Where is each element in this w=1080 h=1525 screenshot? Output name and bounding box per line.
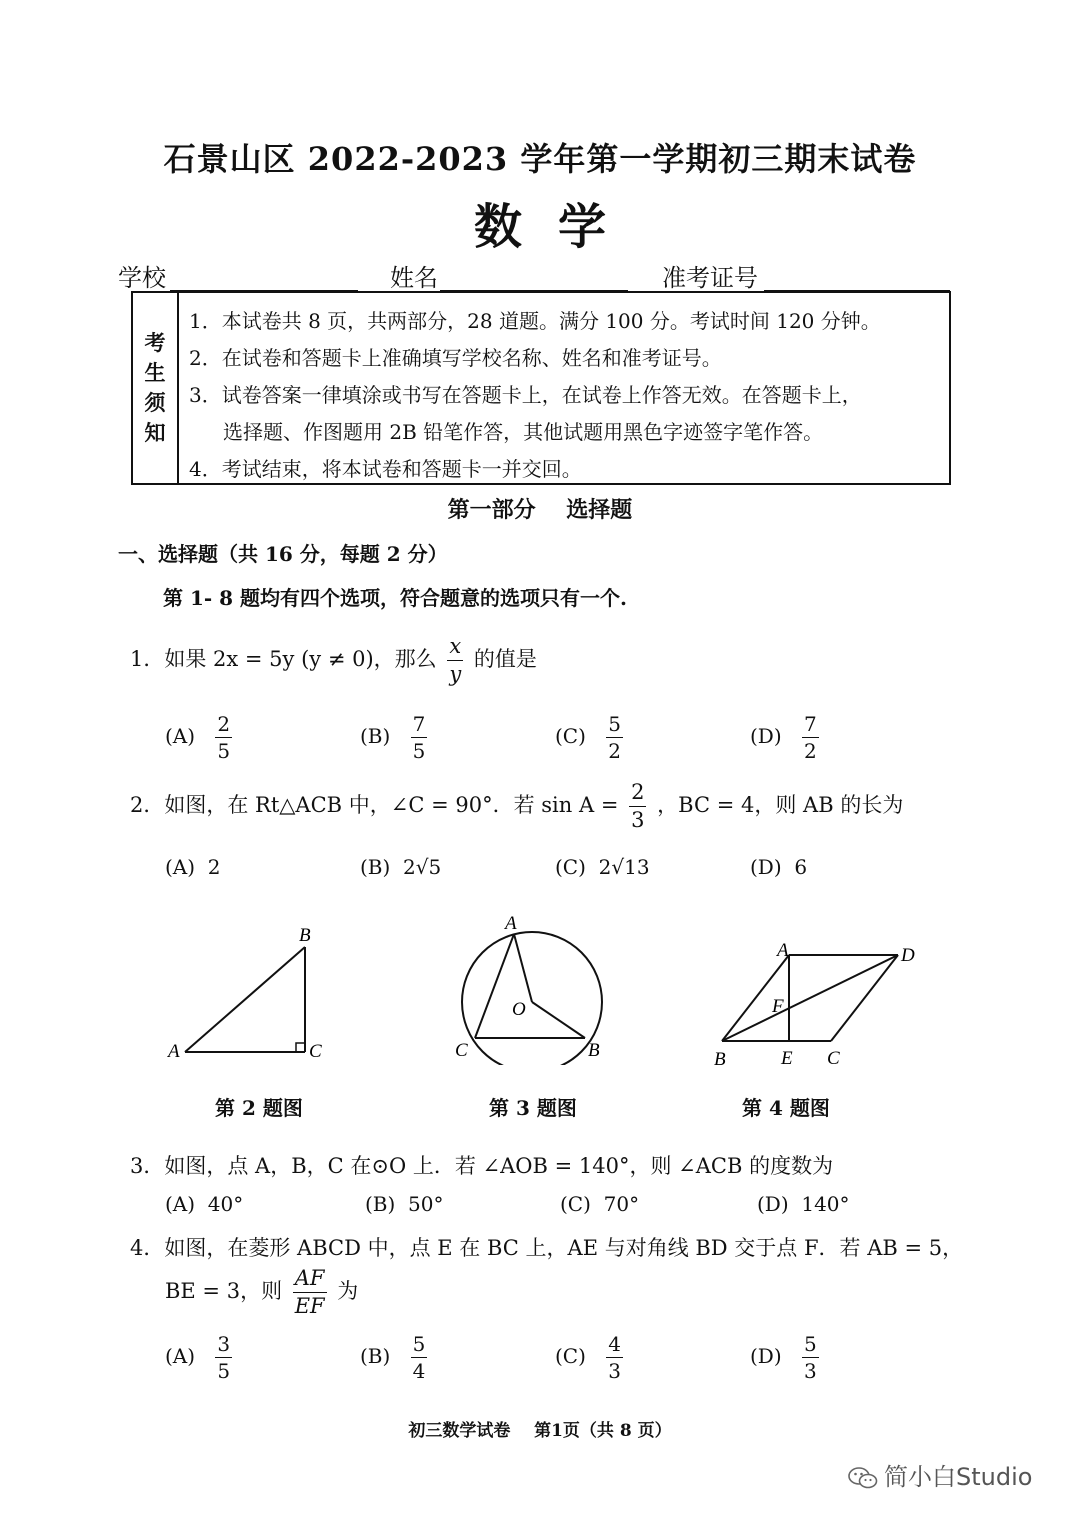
- segment-oa: [514, 934, 532, 1002]
- side-ab: [185, 947, 305, 1052]
- fraction-denominator: EF: [294, 1294, 325, 1318]
- exam-id-label: 准考证号: [662, 264, 758, 292]
- section-instruction: 第 1- 8 题均有四个选项，符合题意的选项只有一个.: [163, 586, 627, 610]
- part-title: 第一部分 选择题: [447, 497, 633, 523]
- q3-option-d[interactable]: [757, 1192, 850, 1216]
- fraction-numerator: 2: [217, 712, 231, 736]
- q2-option-c[interactable]: [555, 855, 650, 879]
- vertex-label-b: B: [714, 1049, 726, 1070]
- q1-option-b[interactable]: [360, 714, 431, 761]
- notice-heading-char: 考: [144, 330, 166, 355]
- option-label: (C): [555, 855, 586, 879]
- subject-title: 数学: [473, 199, 642, 255]
- figure-4-rhombus: [705, 935, 930, 1075]
- right-angle-mark: [296, 1043, 305, 1052]
- fraction-numerator: 5: [804, 1332, 817, 1356]
- option-label: (D): [750, 1344, 782, 1368]
- notice-item: 3．试卷答案一律填涂或书写在答题卡上，在试卷上作答无效。在答题卡上，: [189, 383, 862, 407]
- q4-option-d[interactable]: [750, 1334, 823, 1381]
- fraction-denominator: 3: [608, 1359, 622, 1383]
- fraction-numerator: 5: [412, 1332, 426, 1356]
- fraction-denominator: 5: [412, 739, 426, 763]
- q3-option-b[interactable]: [365, 1192, 443, 1216]
- question-2-text: 2．如图，在 Rt△ACB 中，∠C = 90°．若 sin A =: [130, 793, 619, 817]
- notice-item: 4．考试结束，将本试卷和答题卡一并交回。: [189, 457, 582, 481]
- option-label: (B): [360, 724, 391, 748]
- fraction-numerator: 2: [629, 782, 646, 807]
- q2-option-d[interactable]: [750, 855, 807, 879]
- option-value: 140°: [801, 1192, 850, 1216]
- question-4-stem-line1: 4．如图，在菱形 ABCD 中，点 E 在 BC 上，AE 与对角线 BD 交于点 F．若 AB = 5，: [130, 1236, 964, 1260]
- vertex-label-c: C: [309, 1041, 322, 1062]
- option-label: (C): [560, 1192, 591, 1216]
- option-value: 40°: [207, 1192, 244, 1216]
- fraction-denominator: 5: [217, 1359, 231, 1383]
- center-label-o: O: [512, 999, 526, 1020]
- fraction-denominator: 2: [608, 739, 622, 763]
- q4-option-c[interactable]: [555, 1334, 627, 1381]
- exam-notice-box: [131, 291, 951, 485]
- notice-items: [189, 303, 881, 488]
- diagonal-bd: [722, 955, 898, 1041]
- notice-item: 1．本试卷共 8 页，共两部分，28 道题。满分 100 分。考试时间 120 分钟。: [189, 309, 881, 333]
- fraction-denominator: 3: [804, 1359, 817, 1383]
- vertex-label-a: A: [168, 1041, 180, 1062]
- vertex-label-c: C: [455, 1040, 468, 1061]
- option-label: (A): [165, 855, 196, 879]
- option-value: 6: [794, 855, 808, 879]
- notice-item: 选择题、作图题用 2B 铅笔作答，其他试题用黑色字迹签字笔作答。: [223, 420, 824, 444]
- section-heading: 一、选择题（共 16 分，每题 2 分）: [118, 542, 448, 566]
- option-value: 2√13: [598, 855, 650, 879]
- notice-heading-char: 生: [144, 360, 166, 385]
- question-2-text-end: ，BC = 4，则 AB 的长为: [657, 793, 904, 817]
- student-info-fields: [118, 258, 950, 294]
- point-label-e: E: [781, 1048, 793, 1069]
- option-label: (D): [750, 724, 782, 748]
- fraction-numerator: 7: [412, 712, 426, 736]
- fraction-numerator: x: [447, 636, 463, 661]
- notice-item: 2．在试卷和答题卡上准确填写学校名称、姓名和准考证号。: [189, 346, 722, 370]
- fraction-numerator: AF: [293, 1268, 327, 1293]
- option-label: (C): [555, 724, 586, 748]
- option-label: (C): [555, 1344, 586, 1368]
- question-4-stem-line2: [165, 1268, 358, 1317]
- q4-option-b[interactable]: [360, 1334, 431, 1381]
- option-label: (A): [165, 724, 196, 748]
- vertex-label-d: D: [901, 945, 915, 966]
- question-4-text-end: 为: [337, 1279, 359, 1303]
- notice-heading: [133, 293, 179, 483]
- point-label-f: F: [772, 996, 784, 1017]
- q2-option-a[interactable]: [165, 855, 221, 879]
- q3-option-a[interactable]: [165, 1192, 243, 1216]
- segment-ac: [475, 934, 514, 1038]
- q4-option-a[interactable]: [165, 1334, 236, 1381]
- vertex-label-b: B: [299, 925, 311, 946]
- option-value: 50°: [408, 1192, 444, 1216]
- exam-title: 石景山区 2022-2023 学年第一学期初三期末试卷: [163, 140, 917, 178]
- figure-3-circle: [445, 905, 620, 1065]
- option-value: 2√5: [403, 855, 442, 879]
- fraction-numerator: 3: [217, 1332, 231, 1356]
- watermark-text: 简小白Studio: [884, 1463, 1033, 1491]
- wechat-icon: [848, 1466, 878, 1490]
- vertex-label-a: A: [777, 940, 789, 961]
- question-4-fraction: [293, 1268, 327, 1317]
- fraction-denominator: 4: [412, 1359, 426, 1383]
- vertex-label-b: B: [588, 1040, 600, 1061]
- question-2-stem: [130, 782, 903, 831]
- option-value: 70°: [603, 1192, 640, 1216]
- fraction-numerator: 4: [608, 1332, 622, 1356]
- fraction-denominator: y: [449, 662, 462, 686]
- option-label: (A): [165, 1344, 196, 1368]
- segment-ob: [532, 1002, 585, 1038]
- question-3-stem: 3．如图，点 A，B，C 在⊙O 上．若 ∠AOB = 140°，则 ∠ACB 的度数为: [130, 1154, 834, 1178]
- q1-option-d[interactable]: [750, 714, 823, 761]
- notice-heading-char: 须: [144, 390, 166, 415]
- option-label: (D): [750, 855, 782, 879]
- fraction-denominator: 5: [217, 739, 231, 763]
- figure-2-caption: 第 2 题图: [215, 1096, 303, 1120]
- page-footer: 初三数学试卷 第1页（共 8 页）: [408, 1421, 672, 1441]
- question-2-fraction: [629, 782, 646, 831]
- q3-option-c[interactable]: [560, 1192, 639, 1216]
- option-label: (B): [360, 1344, 391, 1368]
- notice-heading-char: 知: [144, 420, 166, 445]
- fraction-numerator: 7: [804, 712, 817, 736]
- question-4-text: BE = 3，则: [165, 1279, 283, 1303]
- vertex-label-a: A: [505, 913, 517, 934]
- question-1-text: 1．如果 2x = 5y (y ≠ 0)，那么: [130, 647, 437, 671]
- q2-option-b[interactable]: [360, 855, 441, 879]
- figure-3-caption: 第 3 题图: [489, 1096, 577, 1120]
- fraction-denominator: 2: [804, 739, 817, 763]
- question-1-stem: [130, 636, 537, 685]
- figure-4-caption: 第 4 题图: [742, 1096, 830, 1120]
- option-label: (B): [365, 1192, 396, 1216]
- fraction-denominator: 3: [631, 808, 645, 832]
- q1-option-c[interactable]: [555, 714, 627, 761]
- figure-2-triangle: [160, 920, 340, 1070]
- name-label: 姓名: [390, 264, 438, 292]
- option-label: (B): [360, 855, 391, 879]
- fraction-numerator: 5: [608, 712, 622, 736]
- q1-option-a[interactable]: [165, 714, 236, 761]
- option-value: 2: [207, 855, 221, 879]
- option-label: (D): [757, 1192, 789, 1216]
- question-1-text-end: 的值是: [473, 647, 537, 671]
- side-dc: [831, 955, 898, 1041]
- school-label: 学校: [118, 264, 166, 292]
- option-label: (A): [165, 1192, 196, 1216]
- question-1-fraction: [447, 636, 463, 685]
- vertex-label-c: C: [827, 1048, 840, 1069]
- watermark: [848, 1457, 1032, 1492]
